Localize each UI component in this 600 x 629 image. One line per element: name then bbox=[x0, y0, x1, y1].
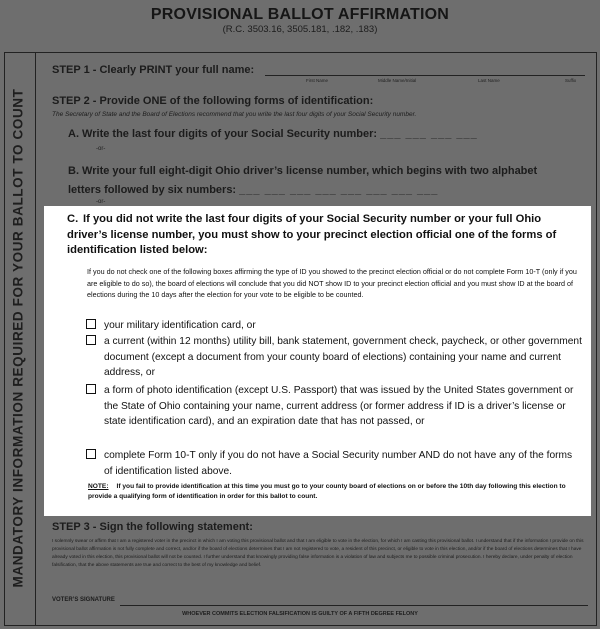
id-option-utility-bill-text: a current (within 12 months) utility bill, bank statement, government check, paycheck, or other government document (except a document from your county board of elections) containing your name and current address, or bbox=[104, 336, 582, 378]
step1-label: STEP 1 - Clearly PRINT your full name: bbox=[52, 64, 255, 76]
id-option-military-text: your military identification card, or bbox=[104, 320, 256, 331]
option-c-instructions: If you do not check one of the following boxes affirming the type of ID you showed to the precinct election official or do not complete Form 10-T (only if you are eligible to do so), the board of elections will conclude that you did NOT show ID to your precinct election official and you must show ID at the board of elections during the 10 days after the election for your vote to be eligible to be counted. bbox=[87, 267, 577, 299]
id-option-military bbox=[86, 318, 586, 334]
step3-label: STEP 3 - Sign the following statement: bbox=[52, 521, 253, 533]
option-c-panel bbox=[44, 206, 591, 516]
or-separator-2: -or- bbox=[96, 199, 106, 205]
checkbox-utility-bill[interactable] bbox=[86, 335, 96, 345]
option-c-heading bbox=[67, 212, 582, 259]
id-option-photo-id-text: a form of photo identification (except U.S. Passport) that was issued by the United States government or the State of Ohio containing your name, current address (or former address if ID is a driver’s license or state identification card), and an expiration date that has not passed, or bbox=[104, 385, 574, 427]
last-name-sublabel: Last Name bbox=[478, 78, 500, 83]
option-c-note bbox=[88, 482, 583, 502]
step2-note: The Secretary of State and the Board of Elections recommend that you write the last four digits of your Social Security number. bbox=[52, 111, 417, 118]
felony-warning: WHOEVER COMMITS ELECTION FALSIFICATION IS GUILTY OF A FIFTH DEGREE FELONY bbox=[182, 611, 418, 617]
license-number-blanks[interactable]: ___ ___ ___ ___ ___ ___ ___ ___ bbox=[239, 184, 439, 196]
note-text: If you fail to provide identification at this time you must go to your county board of elections on or before the 10th day following this election to provide a qualifying form of identification in order for this ballot to count. bbox=[88, 483, 566, 500]
form-title: PROVISIONAL BALLOT AFFIRMATION bbox=[150, 6, 450, 23]
voter-signature-line[interactable] bbox=[120, 596, 588, 606]
checkbox-photo-id[interactable] bbox=[86, 384, 96, 394]
first-name-sublabel: First Name bbox=[306, 78, 329, 83]
suffix-sublabel: Suffix bbox=[565, 78, 577, 83]
middle-name-sublabel: Middle Name/Initial bbox=[378, 78, 417, 83]
option-b-label: B. Write your full eight-digit Ohio driver’s license number, which begins with two alphabet letters followed by six numbers: bbox=[68, 165, 538, 196]
checkbox-military-id[interactable] bbox=[86, 319, 96, 329]
step2-label: STEP 2 - Provide ONE of the following forms of identification: bbox=[52, 95, 374, 107]
option-c-heading-text: If you did not write the last four digits of your Social Security number or your full Ohio driver’s license number, you must show to your precinct election official one of the forms of identification listed below: bbox=[67, 213, 557, 256]
or-separator-1: -or- bbox=[96, 146, 106, 152]
option-a-label: A. Write the last four digits of your Social Security number: bbox=[68, 128, 378, 140]
id-option-photo-id bbox=[86, 383, 586, 430]
option-c-letter: C. bbox=[67, 213, 79, 225]
form-subtitle: (R.C. 3503.16, 3505.181, .182, .183) bbox=[222, 24, 378, 35]
option-b bbox=[68, 162, 568, 200]
sidebar-label: MANDATORY INFORMATION REQUIRED FOR YOUR BALLOT TO COUNT bbox=[10, 88, 26, 588]
checkbox-form-10t[interactable] bbox=[86, 449, 96, 459]
name-field-line[interactable] bbox=[265, 66, 585, 76]
ssn-digits-blanks[interactable]: ___ ___ ___ ___ bbox=[380, 128, 478, 140]
voter-signature-label: VOTER’S SIGNATURE bbox=[52, 597, 115, 603]
id-option-form-10t bbox=[86, 448, 586, 479]
id-option-form-10t-text: complete Form 10-T only if you do not have a Social Security number AND do not have any of the forms of identification listed above. bbox=[104, 450, 573, 477]
affirmation-statement: I solemnly swear or affirm that I am a registered voter in the precinct in which I am voting this provisional ballot and that I am eligible to vote in the election, for which I am casting this provisional ballot. I understand that if the information I provide on this provisional ballot affirmation is not fully complete and correct, and/or if the board of elections determines that I am not registered to vote, a resident of this precinct, or eligible to vote in this election, and/or if the board of elections determines that I have already voted in this election, this provisional ballot will not be counted. I further understand that knowingly providing false information is a violation of law and subjects me to possible criminal prosecution. I hereby declare, under penalty of election falsification, that the above statements are true and correct to the best of my knowledge and belief. bbox=[52, 539, 584, 568]
option-a bbox=[68, 128, 478, 140]
id-option-utility-bill bbox=[86, 334, 586, 381]
note-label: NOTE: bbox=[88, 483, 109, 490]
